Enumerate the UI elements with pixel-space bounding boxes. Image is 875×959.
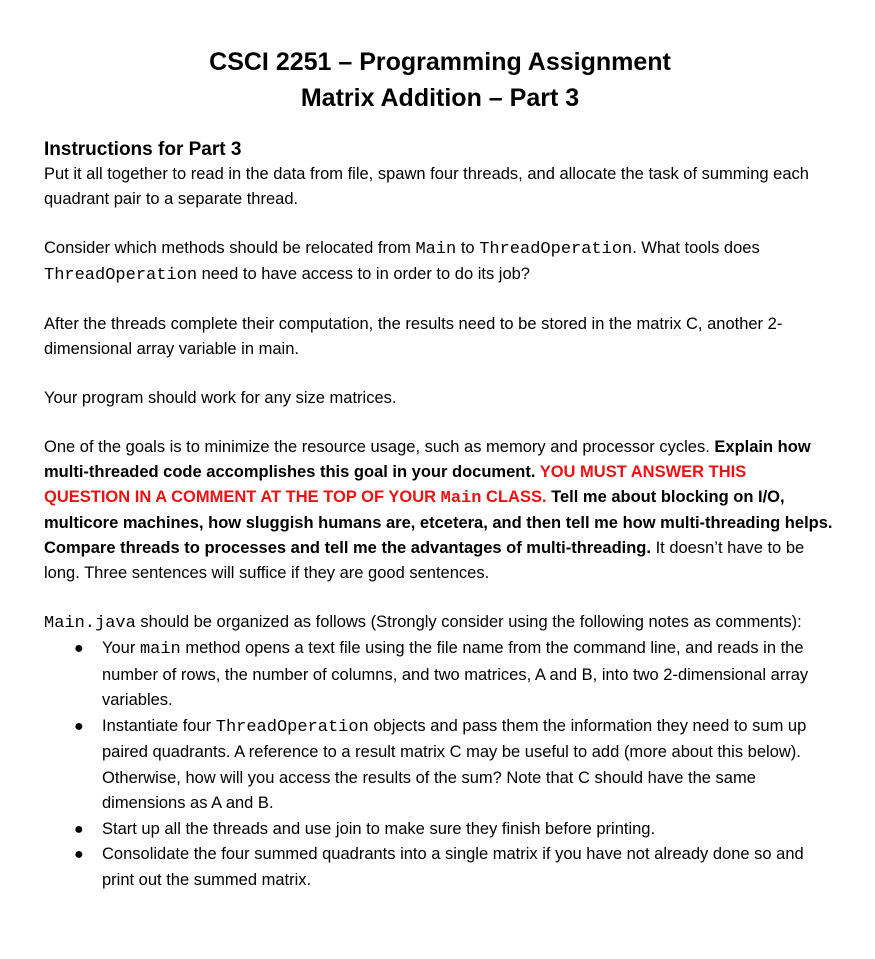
- bullet-icon: ●: [74, 640, 84, 657]
- document-title: CSCI 2251 – Programming Assignment: [209, 48, 671, 76]
- text-run: need to have access to in order to do its job?: [197, 265, 530, 283]
- code-threadoperation: ThreadOperation: [479, 240, 633, 259]
- code-main-method: main: [139, 640, 181, 659]
- list-item: [44, 714, 836, 817]
- text-run: to: [456, 239, 480, 257]
- organization-paragraph: [44, 610, 836, 636]
- red-text: YOU MUST ANSWER THIS QUESTION IN A COMMENT AT THE TOP OF YOUR: [44, 463, 747, 506]
- section-heading: Instructions for Part 3: [44, 139, 242, 160]
- bullet-icon: ●: [74, 846, 84, 863]
- text-run: One of the goals is to minimize the resource usage, such as memory and processor cycles.: [44, 438, 715, 456]
- text-run: Instantiate four: [102, 716, 216, 735]
- red-text: CLASS.: [481, 488, 547, 506]
- code-main-java: Main.java: [44, 614, 136, 633]
- bold-text: Explain how multi-threaded code accomplishes this goal in your document.: [44, 438, 811, 481]
- list-item: [44, 842, 836, 893]
- goals-paragraph: [44, 435, 836, 586]
- text-run: Start up all the threads and use join to make sure they finish before printing.: [102, 819, 656, 838]
- list-item: [44, 636, 836, 714]
- code-main: Main: [440, 489, 482, 508]
- text-run: Consider which methods should be relocated from: [44, 239, 416, 257]
- text-run: should be organized as follows (Strongly consider using the following notes as comments):: [135, 613, 802, 631]
- bold-text: Tell me about blocking on I/O, multicore machines, how sluggish humans are, etcetera, and then tell me how multi-threading helps. Compare threads to processes and tell me the advantages of multi-threading.: [44, 488, 833, 557]
- size-paragraph: Your program should work for any size matrices.: [44, 389, 397, 407]
- bullet-icon: ●: [74, 820, 84, 838]
- code-threadoperation: ThreadOperation: [215, 717, 369, 737]
- code-main: Main: [415, 240, 457, 259]
- relocation-paragraph: [44, 236, 836, 288]
- bullet-icon: ●: [74, 717, 84, 735]
- text-run: objects and pass them the information they need to sum up paired quadrants. A reference to a result matrix C may be useful to add (more about this below). Otherwise, how will you access the results of the sum? Note that C should have the same dimensions as A and B.: [102, 716, 807, 812]
- text-run: . What tools does: [632, 239, 760, 257]
- text-run: Your: [102, 639, 140, 657]
- intro-paragraph: Put it all together to read in the data from file, spawn four threads, and allocate the task of summing each quadrant pair to a separate thread.: [44, 165, 809, 208]
- text-run: Consolidate the four summed quadrants into a single matrix if you have not already done so and print out the summed matrix.: [102, 845, 804, 889]
- text-run: method opens a text file using the file name from the command line, and reads in the number of rows, the number of columns, and two matrices, A and B, into two 2-dimensional array variables.: [102, 639, 809, 709]
- list-item: [44, 817, 836, 843]
- bullet-list: [44, 636, 836, 893]
- document-page: [44, 44, 836, 893]
- title-block: [44, 44, 836, 116]
- results-paragraph: After the threads complete their computation, the results need to be stored in the matrix C, another 2-dimensional array variable in main.: [44, 315, 783, 358]
- text-run: It doesn’t have to be long. Three sentences will suffice if they are good sentences.: [44, 539, 805, 582]
- code-threadoperation: ThreadOperation: [44, 266, 198, 285]
- document-subtitle: Matrix Addition – Part 3: [300, 84, 580, 112]
